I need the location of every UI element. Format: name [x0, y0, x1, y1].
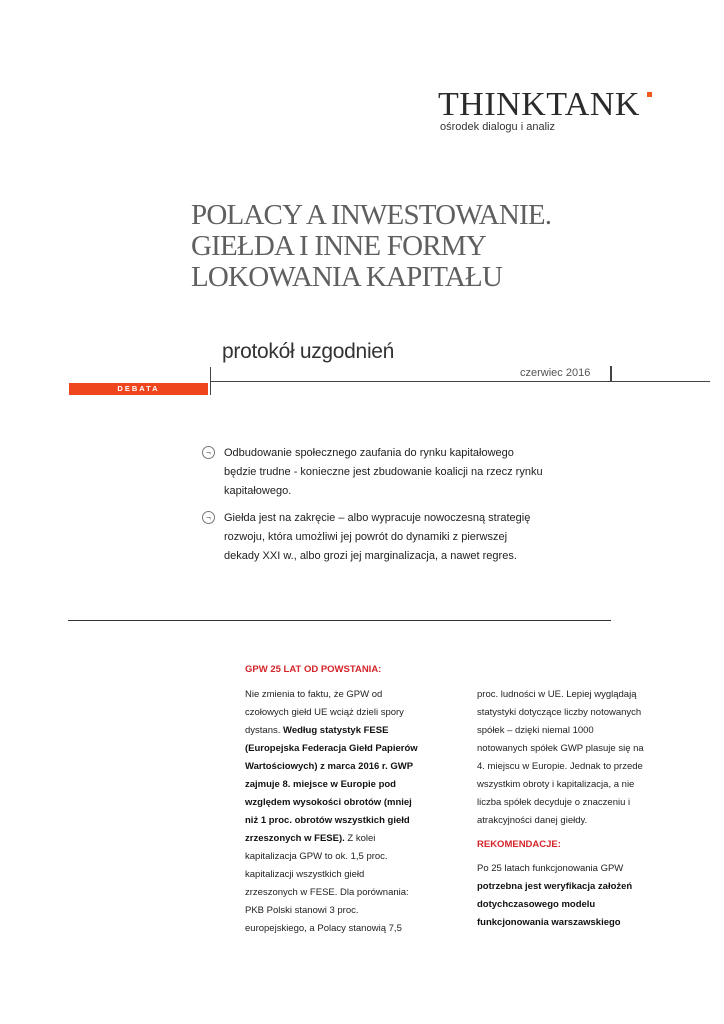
header-rule [210, 381, 710, 382]
text-line: 4. miejscu w Europie. Jednak to przede [477, 761, 643, 772]
text-line [245, 758, 435, 776]
document-subtitle: protokół uzgodnień [222, 340, 395, 363]
section-rule [68, 620, 611, 621]
text-run-bold: funkcjonowania warszawskiego [477, 917, 621, 928]
text-line: liczba spółek decyduje o znaczeniu i [477, 797, 631, 808]
title-line-2: GIEŁDA I INNE FORMY [191, 230, 486, 262]
not-sign-circle-icon: ¬ [202, 446, 215, 459]
debate-tag: DEBATA [69, 383, 208, 395]
text-line: europejskiego, a Polacy stanowią 7,5 [245, 923, 402, 934]
thinktank-logo [438, 88, 658, 134]
text-line: spółek – dzięki niemal 1000 [477, 725, 594, 736]
text-line [245, 830, 435, 848]
document-title [191, 200, 611, 293]
text-run-bold: względem wysokości obrotów (mniej [245, 797, 412, 808]
text-line: statystyki dotyczące liczby notowanych [477, 707, 642, 718]
text-run-bold: potrzebna jest weryfikacja założeń [477, 881, 633, 892]
logo-wordmark: THINKTANK [438, 86, 640, 123]
logo-accent-square [647, 92, 652, 97]
text-line: czołowych giełd UE wciąż dzieli spory [245, 707, 404, 718]
text-line [245, 722, 435, 740]
text-line: zrzeszonych w FESE. Dla porównania: [245, 887, 409, 898]
text-run-bold: Według statystyk FESE [283, 725, 389, 736]
title-line-3: LOKOWANIA KAPITAŁU [191, 261, 503, 293]
text-line: Po 25 latach funkcjonowania GPW [477, 863, 624, 874]
body-column-right [477, 686, 667, 932]
title-line-1: POLACY A INWESTOWANIE. [191, 199, 552, 231]
text-line [245, 812, 435, 830]
section-heading-gpw: GPW 25 LAT OD POWSTANIA: [245, 664, 382, 675]
section-heading-recommendations: REKOMENDACJE: [477, 839, 561, 850]
text-line: kapitalizacji wszystkich giełd [245, 869, 365, 880]
text-line [477, 878, 667, 896]
text-run-bold: dotychczasowego modelu [477, 899, 596, 910]
text-run-bold: Wartościowych) z marca 2016 r. GWP [245, 761, 414, 772]
text-line: kapitalizacja GPW to ok. 1,5 proc. [245, 851, 388, 862]
text-run: dystans. [245, 725, 281, 736]
logo-tagline: ośrodek dialogu i analiz [440, 121, 555, 133]
text-line [245, 740, 435, 758]
text-line: proc. ludności w UE. Lepiej wyglądają [477, 689, 637, 700]
text-run-bold: (Europejska Federacja Giełd Papierów [245, 743, 418, 754]
text-line: atrakcyjności danej giełdy. [477, 815, 588, 826]
text-line [477, 896, 667, 914]
divider-tick-right [610, 366, 612, 381]
text-run-bold: niż 1 proc. obrotów wszystkich giełd [245, 815, 410, 826]
text-line: wszystkim obroty i kapitalizacja, a nie [477, 779, 635, 790]
text-run: Z kolei [347, 833, 376, 844]
text-line [477, 914, 667, 932]
document-date: czerwiec 2016 [520, 367, 591, 379]
text-line [245, 794, 435, 812]
text-line: Nie zmienia to faktu, że GPW od [245, 689, 383, 700]
body-column-left [245, 686, 435, 938]
text-run-bold: zajmuje 8. miejsce w Europie pod [245, 779, 396, 790]
key-point-text: Giełda jest na zakręcie – albo wypracuje nowoczesną strategię rozwoju, która umożliwi jej powrót do dynamiki z pierwszej dekady XXI w., albo grozi jej marginalizacja, a nawet regres. [224, 512, 531, 562]
text-run-bold: zrzeszonych w FESE). [245, 833, 345, 844]
key-point-text: Odbudowanie społecznego zaufania do rynku kapitałowego będzie trudne - konieczne jest zbudowanie koalicji na rzecz rynku kapitałowego. [224, 447, 543, 497]
not-sign-circle-icon: ¬ [202, 511, 215, 524]
text-line: notowanych spółek GWP plasuje się na [477, 743, 644, 754]
text-line: PKB Polski stanowi 3 proc. [245, 905, 359, 916]
text-line [245, 776, 435, 794]
